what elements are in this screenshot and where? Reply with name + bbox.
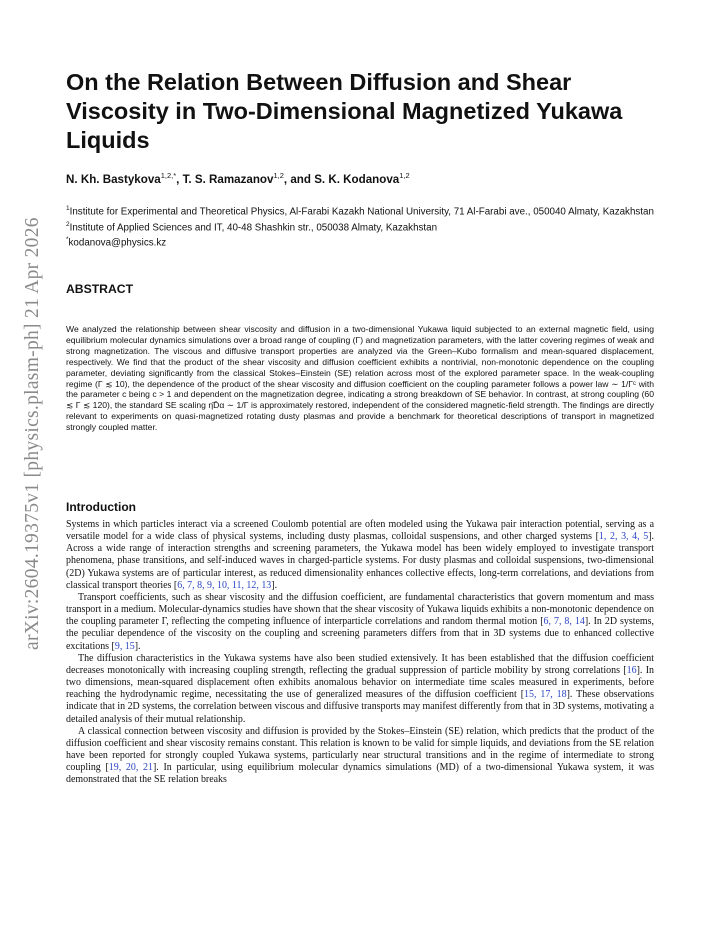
- author-list: [66, 171, 410, 186]
- affiliations: [66, 203, 654, 250]
- author-name: N. Kh. Bastykova: [66, 172, 161, 186]
- paragraph-text: ].: [271, 579, 278, 591]
- body-paragraph: [66, 653, 654, 726]
- paragraph-text: ]. In 2D systems, the peculiar dependence of the viscosity on the coupling and screening parameters differs from that in 3D systems due to enhanced collective excitations [: [66, 616, 654, 652]
- citation-link[interactable]: 16: [626, 664, 637, 676]
- paragraph-text: ].: [134, 640, 141, 652]
- body-paragraph: [66, 726, 654, 787]
- affiliation-text: Institute for Experimental and Theoretical Physics, Al-Farabi Kazakh National University, 71 Al-Farabi ave., 050040 Almaty, Kazakhstan: [69, 206, 654, 218]
- paragraph-text: ]. In particular, using equilibrium molecular dynamics simulations (MD) of a two-dimensional Yukawa system, it was demonstrated that the SE relation breaks: [66, 762, 655, 786]
- abstract-text: We analyzed the relationship between shear viscosity and diffusion in a two-dimensional Yukawa liquid subjected to an external magnetic field, using equilibrium molecular dynamics simulations over a broad range of coupling (Γ) and magnetization parameters, with the latter covering regimes of weak and strong magnetization. The viscous and diffusive transport properties are analyzed via the Green–Kubo formalism and mean-squared displacement, respectively. We find that the product of the shear viscosity and diffusion coefficient exhibits a nontrivial, non-monotonic dependence on the coupling parameter, deviating significantly from the classical Stokes–Einstein (SE) relation across most of the explored parameter space. In the weak-coupling regime (Γ ≲ 10), the dependence of the product of the shear viscosity and diffusion coefficient on the coupling parameter follows a power law ∼ 1/Γᶜ with the parameter c being c > 1 and dependent on the magnetization degree, indicating a strong breakdown of SE behavior. In contrast, at strong coupling (60 ≲ Γ ≲ 120), the standard SE scaling η̄D̄α ∼ 1/Γ is approximately restored, independent of the considered magnetic-field strength. The findings are directly relevant to experiments on quasi-magnetized rotating dusty plasmas and provide a benchmark for theoretical descriptions of transport in magnetized strongly coupled matter.: [66, 324, 654, 433]
- paragraph-text: Systems in which particles interact via a screened Coulomb potential are often modeled using the Yukawa pair interaction potential, serving as a versatile model for a wide class of physical systems, including dusty plasmas, colloidal suspensions, and other charged systems [: [66, 519, 654, 543]
- author-separator: , and: [283, 172, 315, 186]
- corresponding-email: [66, 234, 654, 250]
- arxiv-identifier-stamp: arXiv:2604.19375v1 [physics.plasm-ph] 21 Apr 2026: [22, 217, 43, 650]
- affiliation-1: [66, 203, 654, 219]
- email-text: kodanova@physics.kz: [68, 237, 167, 249]
- citation-link[interactable]: 15, 17, 18: [524, 689, 567, 701]
- author-name: T. S. Ramazanov: [182, 172, 274, 186]
- author-name: S. K. Kodanova: [314, 172, 400, 186]
- affiliation-text: Institute of Applied Sciences and IT, 40-48 Shashkin str., 050038 Almaty, Kazakhstan: [69, 221, 438, 233]
- paragraph-text: ]. In two dimensions, mean-squared displacement often exhibits anomalous behavior on intermediate time scales measured in experiments, before reaching the hydrodynamic regime, necessitating the use of generalized measures of the diffusion coefficient [: [66, 664, 654, 701]
- paper-title: On the Relation Between Diffusion and Shear Viscosity in Two-Dimensional Magnetized Yukawa Liquids: [66, 69, 623, 153]
- paragraph-text: ]. These observations indicate that in 2D systems, the correlation between viscous and diffusive transports may manifest differently from that in 3D systems, motivating a detailed analysis of their mutual relationship.: [66, 689, 654, 725]
- author-affiliation-mark: 1,2: [399, 171, 410, 180]
- affiliation-2: [66, 219, 654, 235]
- body-paragraph: [66, 592, 654, 653]
- email-mark: *: [66, 236, 69, 244]
- paragraph-text: ]. Across a wide range of interaction strengths and screening parameters, the Yukawa model has been widely employed to investigate transport phenomena, phase transitions, and self-induced waves in charged-particle systems. For dusty plasmas and colloidal suspensions, two-dimensional (2D) Yukawa systems are of particular interest, as reduced dimensionality enhances collective effects, long-term correlations, and deviations from classical transport theories [: [66, 531, 654, 591]
- citation-link[interactable]: 9, 15: [114, 640, 135, 652]
- abstract-heading: ABSTRACT: [66, 282, 134, 296]
- author-affiliation-mark: 1,2,*: [160, 171, 177, 180]
- introduction-body: [66, 519, 654, 786]
- citation-link[interactable]: 1, 2, 3, 4, 5: [598, 531, 649, 543]
- paragraph-text: Transport coefficients, such as shear viscosity and the diffusion coefficient, are fundamental characteristics that govern momentum and mass transport in a medium. Molecular-dynamics studies have shown that the shear viscosity of Yukawa liquids exhibits a non-monotonic dependence on the coupling parameter Γ, reflecting the competing influence of interparticle correlations and random thermal motion [: [66, 591, 654, 628]
- citation-link[interactable]: 6, 7, 8, 14: [543, 616, 585, 628]
- paragraph-text: The diffusion characteristics in the Yukawa systems have also been studied extensively. It has been established that the diffusion coefficient decreases monotonically with increasing coupling strength, reflecting the gradual suppression of particle mobility by strong correlations [: [66, 652, 654, 676]
- author-affiliation-mark: 1,2: [273, 171, 284, 180]
- author-separator: ,: [176, 172, 183, 186]
- affiliation-mark: 2: [66, 220, 70, 228]
- paragraph-text: A classical connection between viscosity and diffusion is provided by the Stokes–Einstein (SE) relation, which predicts that the product of the diffusion coefficient and shear viscosity remains constant. This relation is known to be valid for simple liquids, and deviations from the SE relation have been reported for strongly coupled Yukawa systems, particularly near structural transitions and in the regime of intermediate to strong coupling [: [66, 725, 654, 774]
- affiliation-mark: 1: [66, 205, 70, 212]
- introduction-heading: Introduction: [66, 500, 136, 514]
- body-paragraph: [66, 519, 654, 592]
- citation-link[interactable]: 19, 20, 21: [108, 762, 153, 774]
- citation-link[interactable]: 6, 7, 8, 9, 10, 11, 12, 13: [177, 579, 272, 591]
